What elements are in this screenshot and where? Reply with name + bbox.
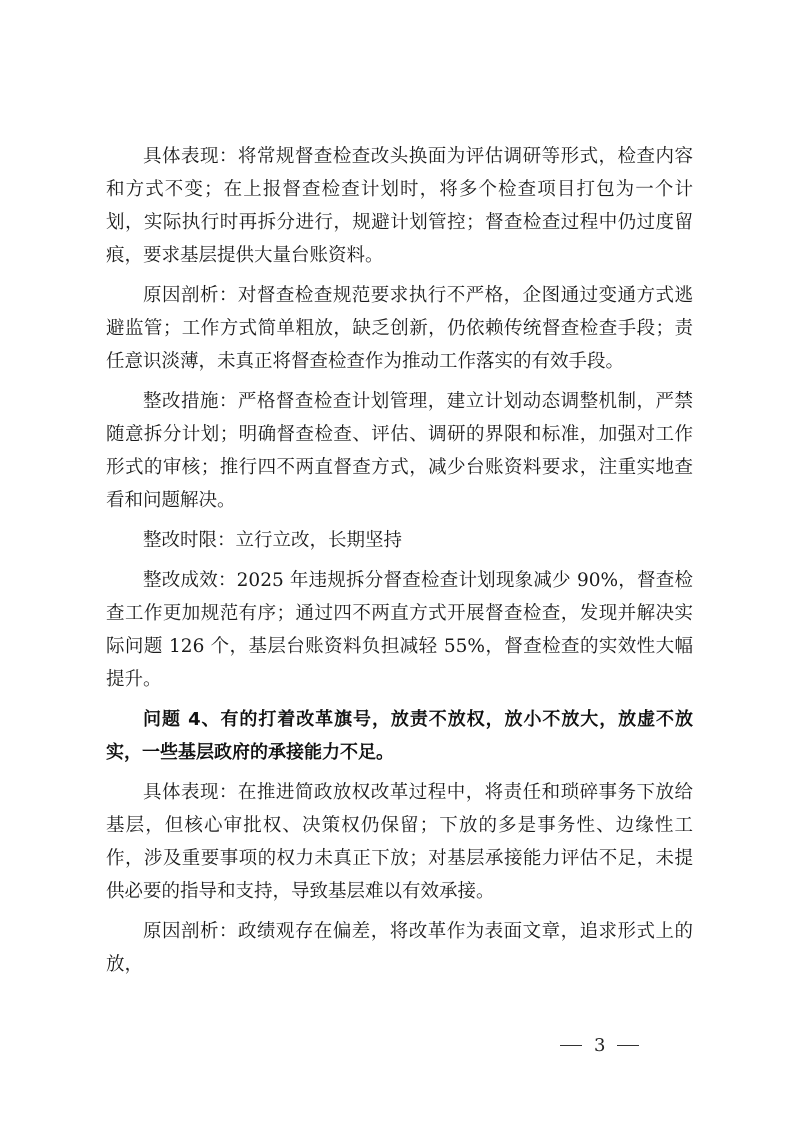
paragraph-2: 原因剖析：对督查检查规范要求执行不严格，企图通过变通方式逃避监管；工作方式简单粗放，缺乏创新，仍依赖传统督查检查手段；责任意识淡薄，未真正将督查检查作为推动工作落实的有效手段。	[106, 285, 693, 372]
paragraph-3: 整改措施：严格督查检查计划管理，建立计划动态调整机制，严禁随意拆分计划；明确督查检查、评估、调研的界限和标准，加强对工作形式的审核；推行四不两直督查方式，减少台账资料要求，注重实地查看和问题解决。	[106, 391, 693, 511]
paragraph-5: 整改成效：2025 年违规拆分督查检查计划现象减少 90%，督查检查工作更加规范有序；通过四不两直方式开展督查检查，发现并解决实际问题 126 个，基层台账资料负担减轻 55%，督查检查的实效性大幅提升。	[106, 570, 693, 690]
paragraph-7: 具体表现：在推进简政放权改革过程中，将责任和琐碎事务下放给基层，但核心审批权、决策权仍保留；下放的多是事务性、边缘性工作，涉及重要事项的权力未真正下放；对基层承接能力评估不足，未提供必要的指导和支持，导致基层难以有效承接。	[106, 782, 693, 902]
footer-dash-left	[560, 1045, 582, 1046]
paragraph-4: 整改时限：立行立改，长期坚持	[143, 530, 403, 551]
paragraph-1: 具体表现：将常规督查检查改头换面为评估调研等形式，检查内容和方式不变；在上报督查检查计划时，将多个检查项目打包为一个计划，实际执行时再拆分进行，规避计划管控；督查检查过程中仍过度留痕，要求基层提供大量台账资料。	[106, 146, 693, 266]
page-footer	[560, 1030, 700, 1060]
document-body	[106, 140, 693, 988]
paragraph-8: 原因剖析：政绩观存在偏差，将改革作为表面文章，追求形式上的放，	[106, 921, 693, 975]
footer-dash-right	[617, 1045, 639, 1046]
section-heading-problem-4: 问题 4、有的打着改革旗号，放责不放权，放小不放大，放虚不放实，一些基层政府的承接能力不足。	[106, 709, 693, 763]
page-number: 3	[594, 1034, 606, 1056]
